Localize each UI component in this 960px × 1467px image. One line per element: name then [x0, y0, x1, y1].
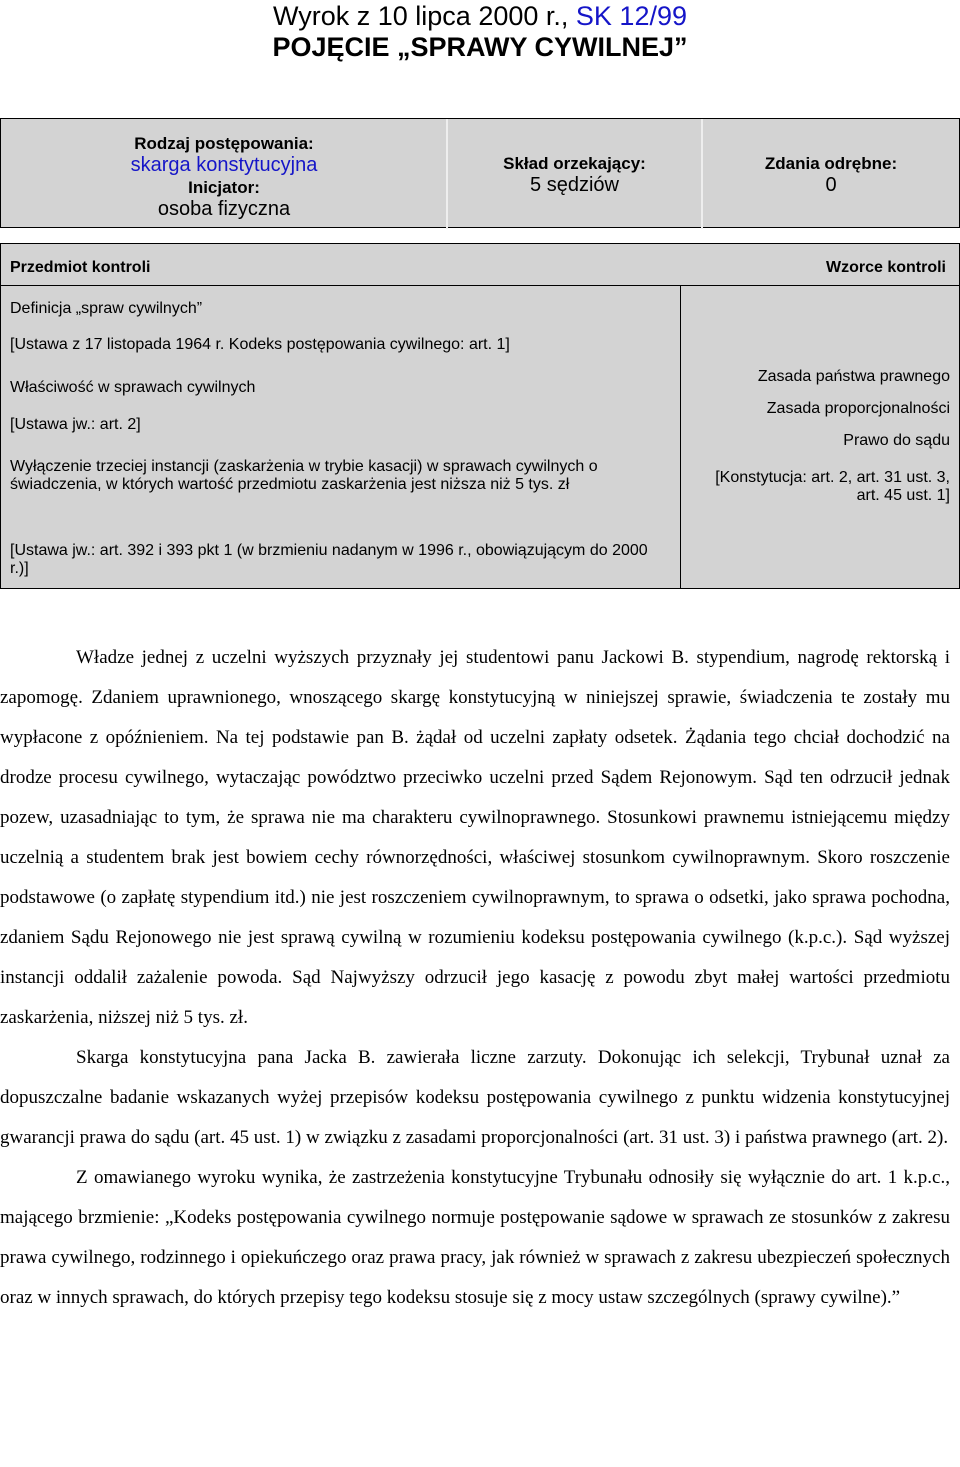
proceeding-info	[1, 119, 447, 229]
standards-of-control-label: Wzorce kontroli	[825, 259, 946, 276]
judgment-title	[0, 0, 960, 32]
standard-2: Zasada proporcjonalności	[766, 400, 950, 417]
initiator-value: osoba fizyczna	[157, 198, 291, 220]
subject-of-control-label: Przedmiot kontroli	[10, 259, 151, 276]
subject-3-source: [Ustawa jw.: art. 392 i 393 pkt 1 (w brzmieniu nadanym w 1996 r., obowiązującym do 2000 r.)]	[10, 542, 648, 577]
bench-info	[448, 119, 701, 229]
subject-3-title: Wyłączenie trzeciej instancji (zaskarżenia w trybie kasacji) w sprawach cywilnych o świadczenia, w których wartość przedmiotu zaskarżenia jest niższa niż 5 tys. zł	[10, 458, 598, 493]
standards-source: [Konstytucja: art. 2, art. 31 ust. 3, art. 45 ust. 1]	[715, 469, 950, 504]
proceeding-type-value[interactable]: skarga konstytucyjna	[130, 154, 318, 176]
control-header-bar	[0, 243, 960, 286]
subject-2-title: Właściwość w sprawach cywilnych	[10, 379, 256, 396]
body-paragraph-3: Z omawianego wyroku wynika, że zastrzeżenia konstytucyjne Trybunału odnosiły się wyłącznie do art. 1 k.p.c., mającego brzmienie: „Kodeks postępowania cywilnego normuje postępowanie sądowe w sprawach ze stosunków z zakresu prawa cywilnego, rodzinnego i opiekuńczego oraz prawa pracy, jak również w sprawach z zakresu ubezpieczeń społecznych oraz w innych sprawach, do których przepisy tego kodeksu stosuje się z mocy ustaw szczególnych (sprawy cywilne).”	[0, 1167, 950, 1308]
bench-label: Skład orzekający:	[503, 154, 646, 173]
standards-of-control-box	[680, 286, 960, 589]
standard-3: Prawo do sądu	[843, 432, 950, 449]
standard-1: Zasada państwa prawnego	[757, 368, 950, 385]
subject-1-source: [Ustawa z 17 listopada 1964 r. Kodeks postępowania cywilnego: art. 1]	[10, 336, 510, 353]
body-paragraph-2: Skarga konstytucyjna pana Jacka B. zawierała liczne zarzuty. Dokonując ich selekcji, Trybunał uznał za dopuszczalne badanie wskazanych wyżej przepisów kodeksu postępowania cywilnego z punktu widzenia konstytucyjnej gwarancji prawa do sądu (art. 45 ust. 1) w związku z zasadami proporcjonalności (art. 31 ust. 3) i państwa prawnego (art. 2).	[0, 1047, 950, 1148]
judgment-body	[0, 638, 950, 1318]
initiator-label: Inicjator:	[188, 178, 260, 197]
case-number-link[interactable]: SK 12/99	[568, 1, 687, 31]
subject-1-title: Definicja „spraw cywilnych”	[10, 300, 203, 317]
judgment-topic: POJĘCIE „SPRAWY CYWILNEJ”	[272, 32, 688, 62]
body-paragraph-1: Władze jednej z uczelni wyższych przyznały jej studentowi panu Jackowi B. stypendium, nagrodę rektorską i zapomogę. Zdaniem uprawnionego, wnoszącego skargę konstytucyjną w niniejszej sprawie, świadczenia te zostały mu wypłacone z opóźnieniem. Na tej podstawie pan B. żądał od uczelni zapłaty odsetek. Żądania tego chciał dochodzić na drodze procesu cywilnego, wytaczając powództwo przeciwko uczelni przed Sądem Rejonowym. Sąd ten odrzucił jednak pozew, uzasadniając to tym, że sprawa nie ma charakteru cywilnoprawnego. Stosunkowi prawnemu istniejącemu między uczelnią a studentem brak jest bowiem cechy równorzędności, właściwej stosunkom cywilnoprawnym. Skoro roszczenie podstawowe (o zapłatę stypendium itd.) nie jest roszczeniem cywilnoprawnym, to sprawa o odsetki, jako sprawa pochodna, zdaniem Sądu Rejonowego nie jest sprawą cywilną w rozumieniu kodeksu postępowania cywilnego (k.p.c.). Sąd wyższej instancji oddalił zażalenie powoda. Sąd Najwyższy odrzucił jego kasację z powodu zbyt małej wartości przedmiotu zaskarżenia, niższej niż 5 tys. zł.	[0, 647, 950, 1028]
subject-2-source: [Ustawa jw.: art. 2]	[10, 416, 141, 433]
case-info-box	[0, 118, 960, 228]
subject-of-control-box	[0, 286, 681, 589]
proceeding-type-label: Rodzaj postępowania:	[134, 134, 314, 153]
dissent-value: 0	[825, 174, 837, 196]
dissent-label: Zdania odrębne:	[764, 154, 898, 173]
dissent-info	[703, 119, 959, 229]
judgment-date: Wyrok z 10 lipca 2000 r.,	[273, 1, 569, 31]
bench-value: 5 sędziów	[530, 174, 619, 196]
